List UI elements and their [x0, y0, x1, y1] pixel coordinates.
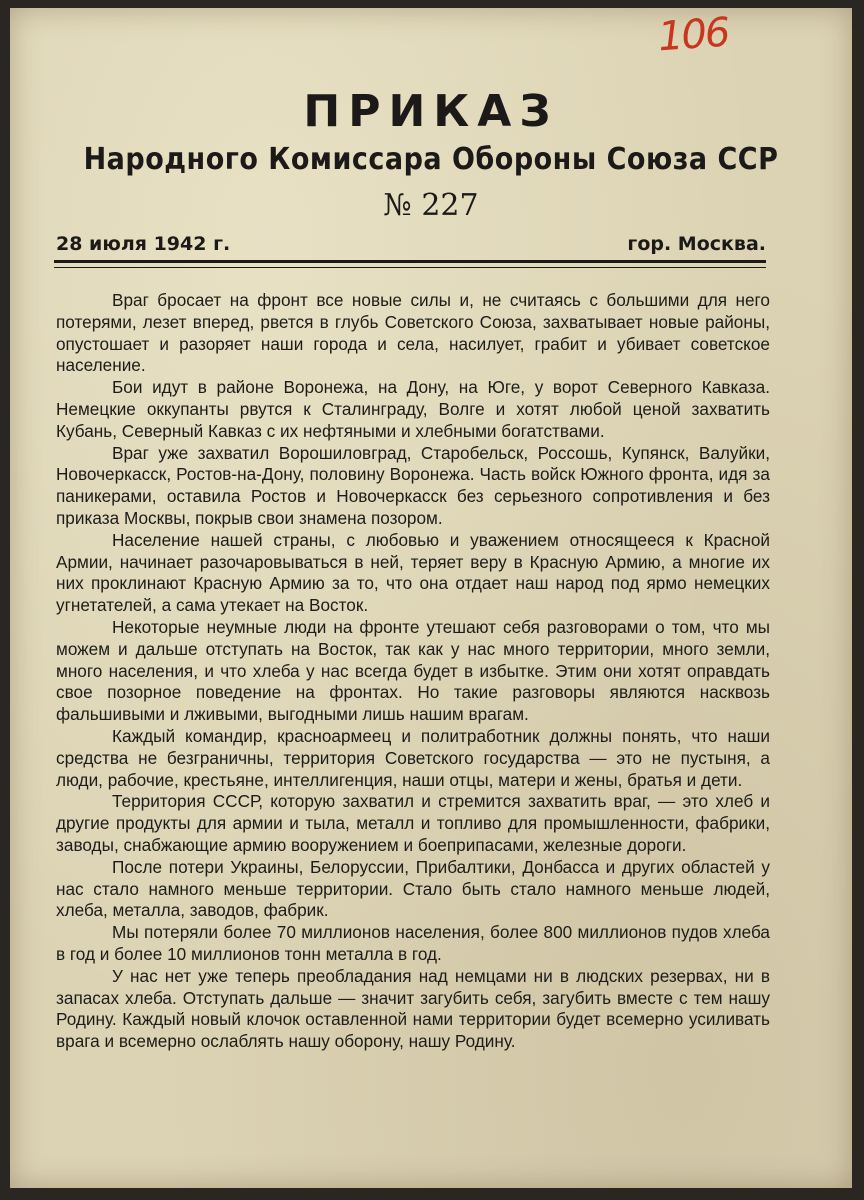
paragraph: Бои идут в районе Воронежа, на Дону, на Юге, у ворот Северного Кавказа. Немецкие оккупанты рвутся к Сталинграду, Волге и хотят любой ценой захватить Кубань, Северный Кавказ с их нефтяными и хлебными богатствами.: [56, 377, 770, 441]
order-number: № 227: [383, 188, 479, 223]
paragraph: Территория СССР, которую захватил и стремится захватить враг, — это хлеб и другие продукты для армии и тыла, металл и топливо для промышленности, фабрики, заводы, снабжающие армию вооружением и боеприпасами, железные дороги.: [56, 791, 770, 855]
paragraph: Некоторые неумные люди на фронте утешают себя разговорами о том, что мы можем и дальше отступать на Восток, так как у нас много территории, много земли, много населения, и что хлеба у нас всегда будет в избытке. Этим они хотят оправдать свое позорное поведение на фронтах. Но такие разговоры являются насквозь фальшивыми и лживыми, выгодными лишь нашим врагам.: [56, 616, 770, 725]
order-date: 28 июля 1942 г.: [56, 233, 231, 255]
document-page: [10, 8, 852, 1188]
paragraph: После потери Украины, Белоруссии, Прибалтики, Донбасса и других областей у нас стало намного меньше территории. Стало быть стало намного меньше людей, хлеба, металла, заводов, фабрик.: [56, 856, 770, 921]
paragraph: Враг бросает на фронт все новые силы и, не считаясь с большими для него потерями, лезет вперед, рвется в глубь Советского Союза, захватывает новые районы, опустошает и разоряет наши города и села, насилует, грабит и убивает советское население.: [56, 290, 770, 376]
header-rule-thin: [54, 267, 766, 268]
header-rule-thick: [54, 260, 766, 263]
order-body: [56, 290, 770, 1053]
paragraph: Мы потеряли более 70 миллионов населения, более 800 миллионов пудов хлеба в год и более 10 миллионов тонн металла в год.: [56, 922, 770, 964]
document-subtitle: Народного Комиссара Обороны Союза ССР: [83, 142, 779, 177]
paragraph: Население нашей страны, с любовью и уважением относящееся к Красной Армии, начинает разочаровываться в ней, теряет веру в Красную Армию, а многие их них проклинают Красную Армию за то, что она отдает наш народ под ярмо немецких угнетателей, а сама утекает на Восток.: [56, 529, 770, 616]
paragraph: Каждый командир, красноармеец и политработник должны понять, что наши средства не безграничны, территория Советского государства — это не пустыня, а люди, рабочие, крестьяне, интеллигенция, наши отцы, матери и жены, братья и дети.: [56, 725, 770, 790]
document-title: ПРИКАЗ: [303, 86, 559, 137]
paragraph: У нас нет уже теперь преобладания над немцами ни в людских резервах, ни в запасах хлеба. Отступать дальше — значит загубить себя, загубить вместе с тем нашу Родину. Каждый новый клочок оставленной нами территории будет всемерно усиливать врага и всемерно ослаблять нашу оборону, нашу Родину.: [56, 965, 770, 1052]
order-city: гор. Москва.: [627, 233, 766, 255]
archive-page-number: 106: [656, 9, 730, 61]
paragraph: Враг уже захватил Ворошиловград, Старобельск, Россошь, Купянск, Валуйки, Новочеркасск, Ростов-на-Дону, половину Воронежа. Часть войск Южного фронта, идя за паникерами, оставила Ростов и Новочеркасск без серьезного сопротивления и без приказа Москвы, покрыв свои знамена позором.: [56, 442, 770, 528]
